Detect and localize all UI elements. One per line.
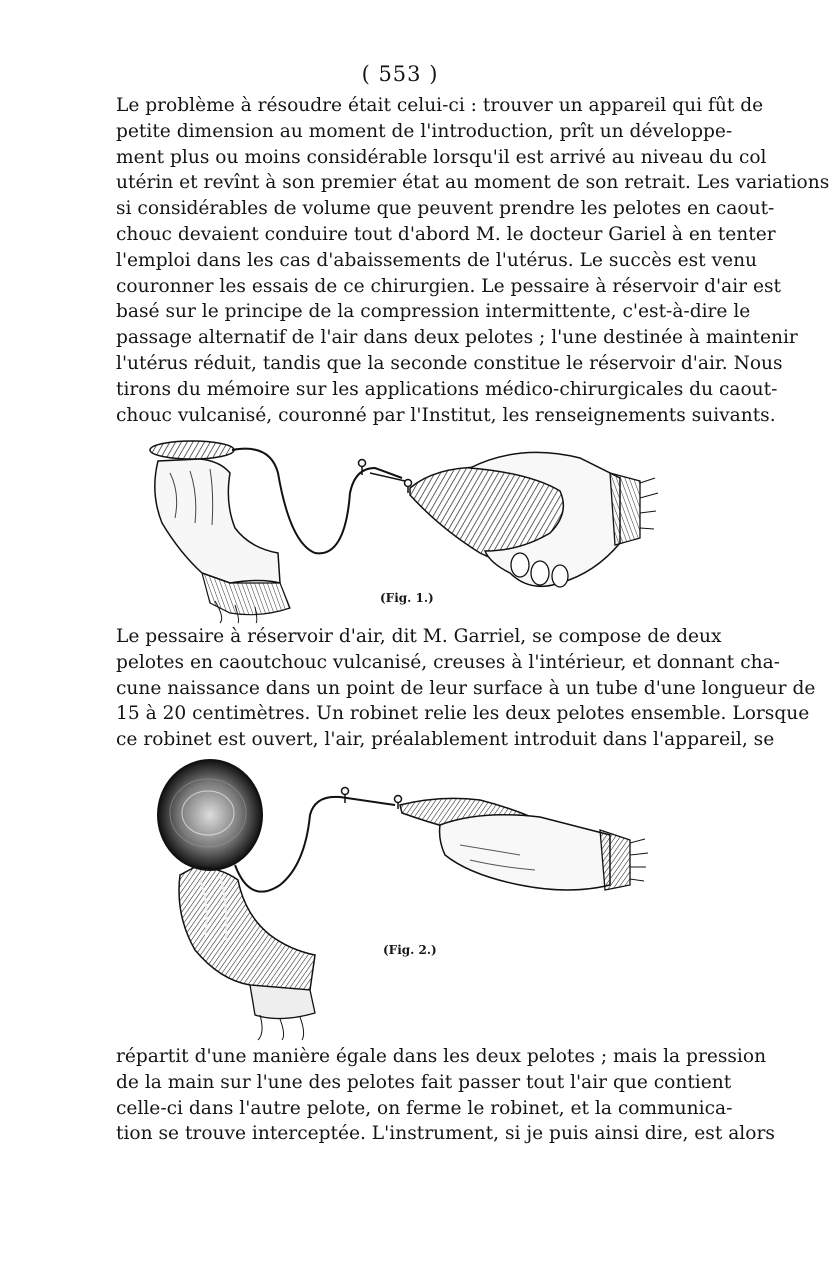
- text-line: ment plus ou moins considérable lorsqu'il est arrivé au niveau du col: [116, 146, 767, 168]
- text-line: celle-ci dans l'autre pelote, on ferme le robinet, et la communica-: [116, 1097, 733, 1119]
- text-line: chouc vulcanisé, couronné par l'Institut, les renseignements suivants.: [116, 404, 776, 426]
- text-line: cune naissance dans un point de leur surface à un tube d'une longueur de: [116, 677, 816, 699]
- text-line: Le pessaire à réservoir d'air, dit M. Garriel, se compose de deux: [116, 626, 722, 647]
- paragraph-2: [116, 624, 816, 753]
- figure-2: [140, 755, 660, 1040]
- upper-right-cuff: [600, 830, 630, 890]
- text-line: tirons du mémoire sur les applications médico-chirurgicales du caout-: [116, 378, 778, 400]
- lower-left-cuff: [250, 985, 315, 1019]
- text-line: Le problème à résoudre était celui-ci : trouver un appareil qui fût de: [116, 95, 764, 116]
- page-number: ( 553 ): [361, 62, 439, 86]
- lower-left-hand-drawing: [179, 867, 315, 1040]
- paragraph-3: [116, 1044, 775, 1147]
- text-line: répartit d'une manière égale dans les deux pelotes ; mais la pression: [116, 1046, 767, 1067]
- text-line: de la main sur l'une des pelotes fait passer tout l'air que contient: [116, 1071, 732, 1093]
- text-line: petite dimension au moment de l'introduction, prît un développe-: [116, 120, 733, 142]
- figure-2-illustration: [140, 755, 660, 1040]
- upper-right-hand-drawing: [400, 798, 648, 890]
- text-line: si considérables de volume que peuvent prendre les pelotes en caout-: [116, 198, 775, 220]
- valve: [359, 460, 412, 494]
- text-line: couronner les essais de ce chirurgien. Le pessaire à réservoir d'air est: [116, 275, 781, 297]
- text-line: l'emploi dans les cas d'abaissements de l'utérus. Le succès est venu: [116, 249, 758, 271]
- text-line: utérin et revînt à son premier état au moment de son retrait. Les variations: [116, 172, 829, 194]
- rubber-tube: [232, 449, 402, 554]
- right-hand-drawing: [410, 452, 658, 587]
- flat-pelote: [150, 441, 234, 459]
- paragraph-1: [116, 93, 829, 428]
- text-line: basé sur le principe de la compression intermittente, c'est-à-dire le: [116, 301, 751, 323]
- text-line: passage alternatif de l'air dans deux pelotes ; l'une destinée à maintenir: [116, 327, 798, 349]
- text-line: ce robinet est ouvert, l'air, préalablement introduit dans l'appareil, se: [116, 729, 775, 751]
- figure-1-caption: (Fig. 1.): [380, 591, 434, 605]
- left-hand-drawing: [150, 441, 290, 623]
- right-cuff: [610, 473, 640, 545]
- figure-2-caption: (Fig. 2.): [383, 943, 437, 957]
- figure-1: [140, 433, 660, 623]
- text-line: l'utérus réduit, tandis que la seconde constitue le réservoir d'air. Nous: [116, 352, 783, 374]
- text-line: pelotes en caoutchouc vulcanisé, creuses à l'intérieur, et donnant cha-: [116, 651, 780, 673]
- text-line: chouc devaient conduire tout d'abord M. le docteur Gariel à en tenter: [116, 223, 776, 245]
- text-line: 15 à 20 centimètres. Un robinet relie les deux pelotes ensemble. Lorsque: [116, 703, 810, 725]
- text-line: tion se trouve interceptée. L'instrument, si je puis ainsi dire, est alors: [116, 1123, 775, 1145]
